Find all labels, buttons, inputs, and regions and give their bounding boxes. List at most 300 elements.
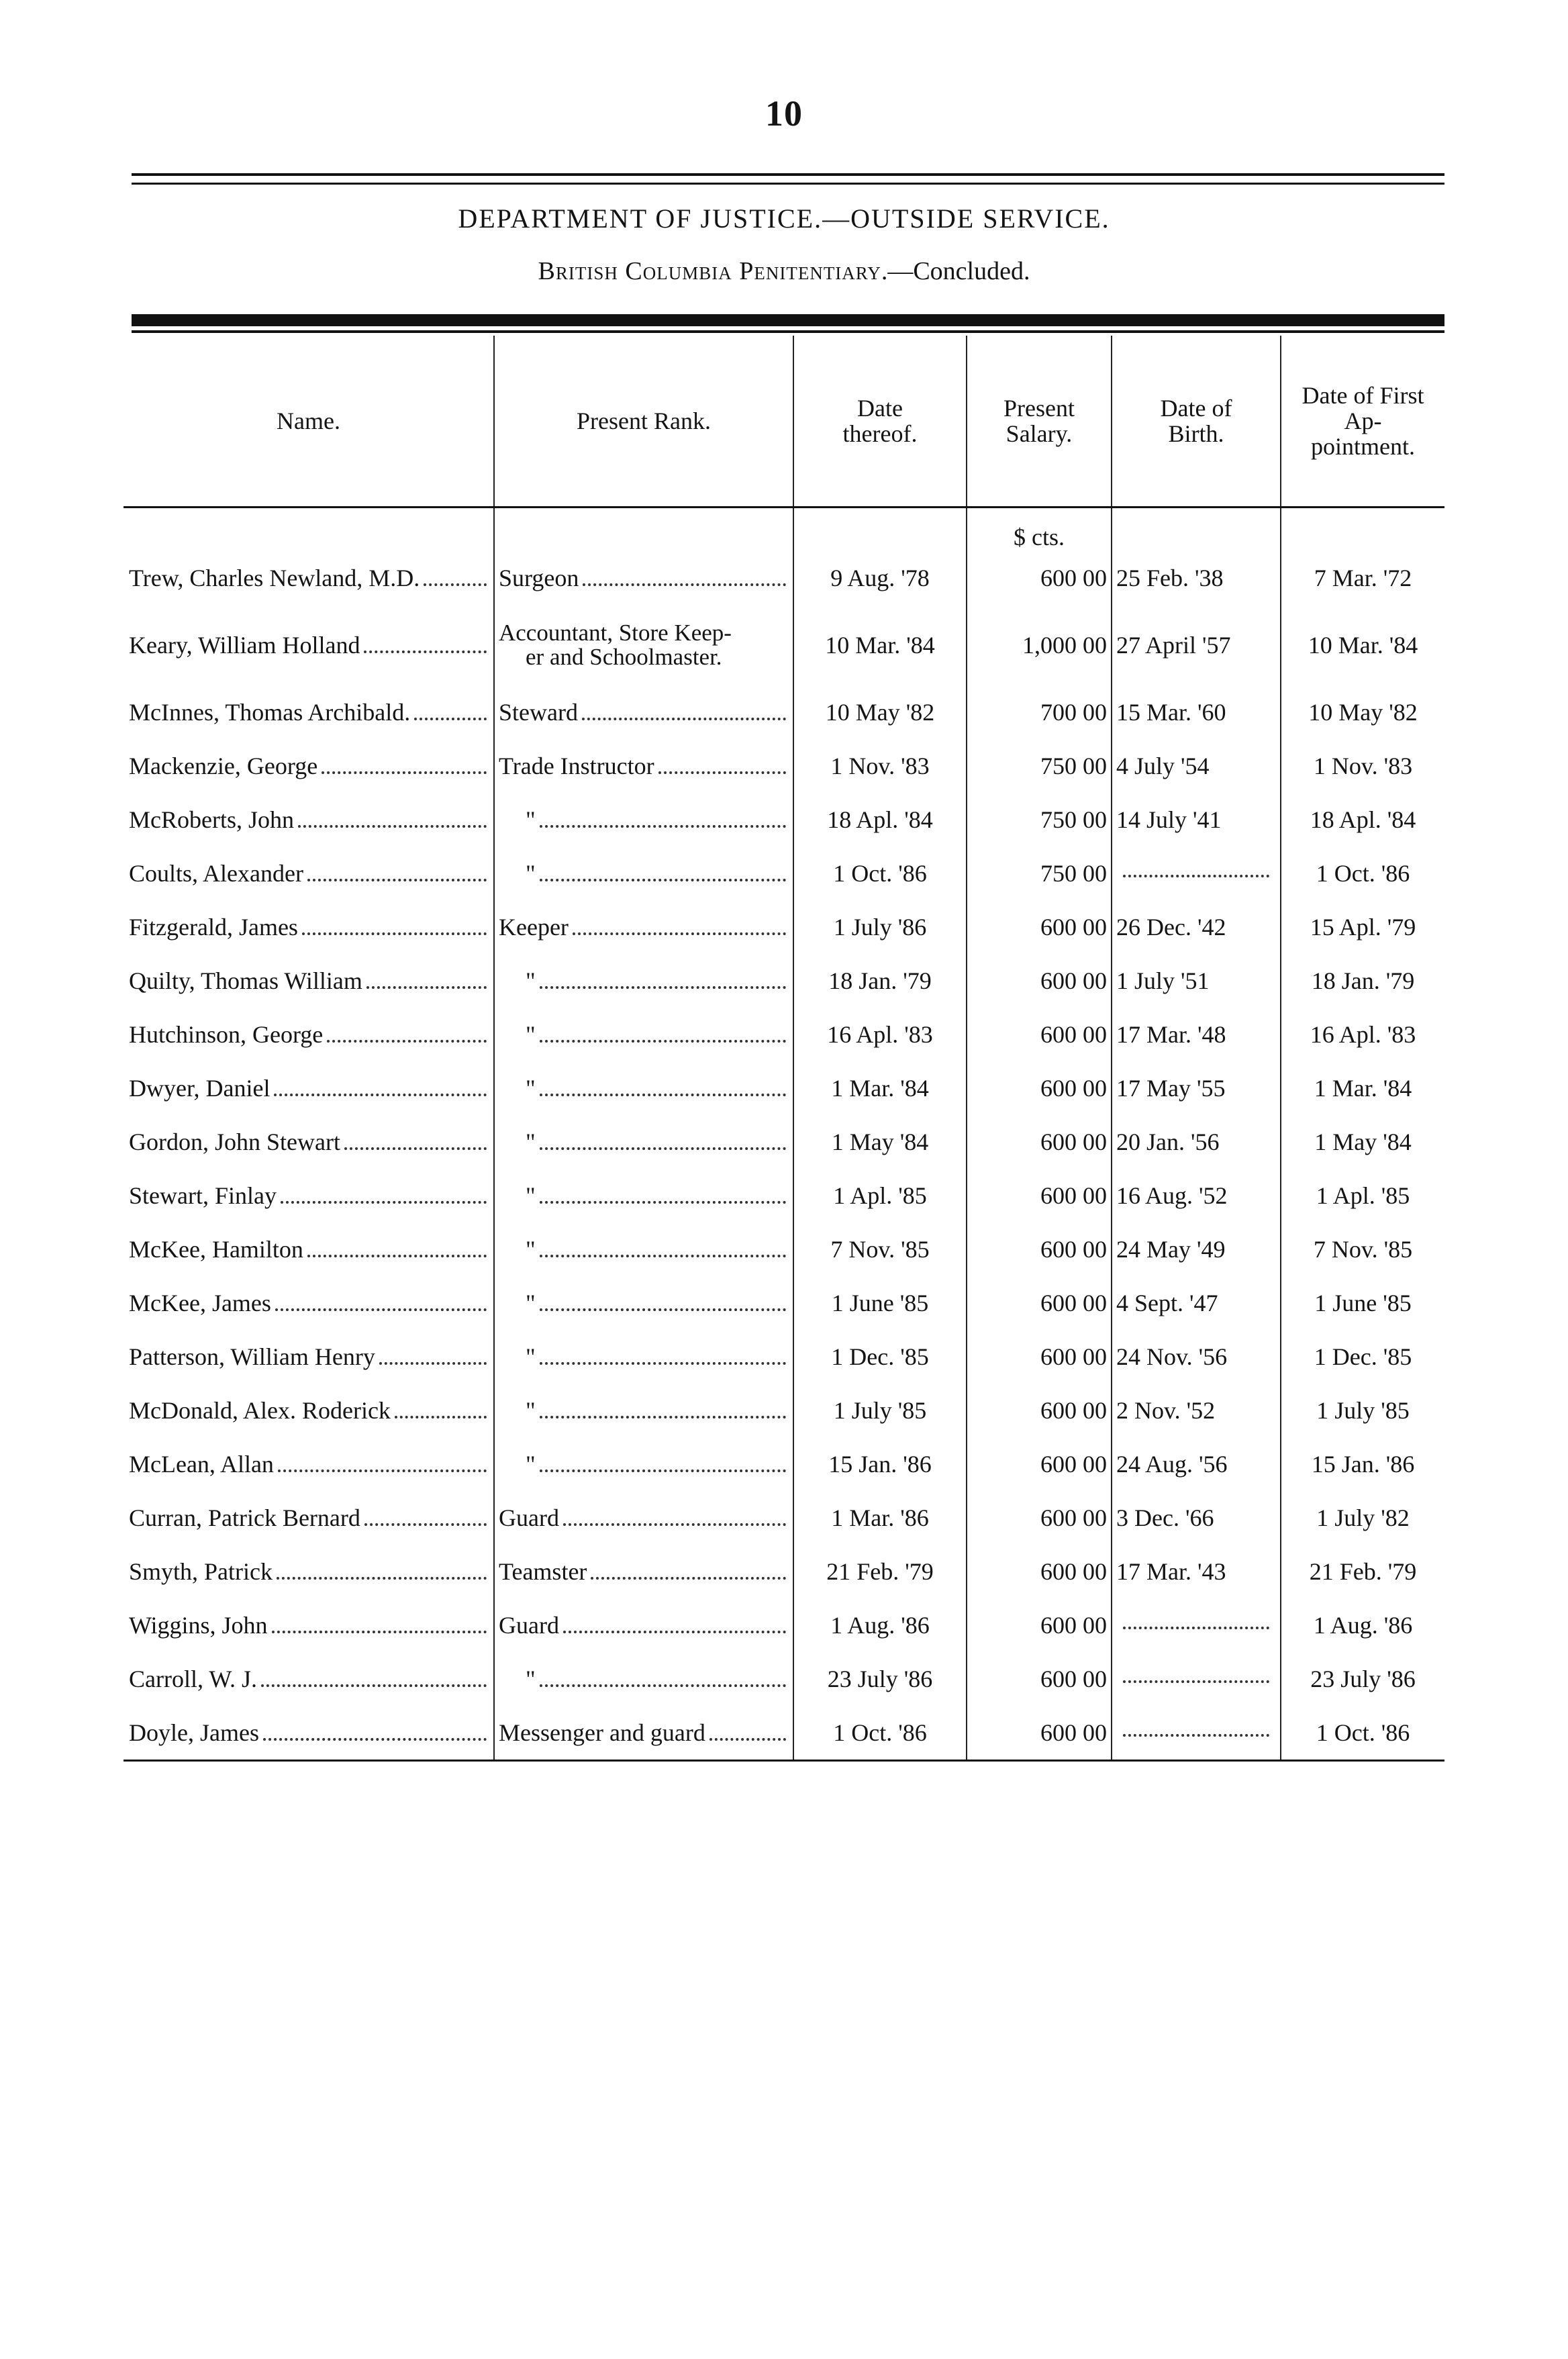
dot-leader — [364, 1523, 487, 1526]
cell-birth — [1112, 847, 1281, 900]
cell-rank — [494, 551, 793, 605]
table-row — [124, 1115, 1444, 1169]
dot-leader — [395, 1416, 487, 1418]
employee-name-wrap — [129, 1182, 489, 1210]
employee-name: McLean, Allan — [129, 1451, 274, 1478]
table-row — [124, 1706, 1444, 1761]
dot-leader — [709, 1738, 786, 1741]
present-rank-wrap — [499, 859, 789, 887]
dot-leader — [658, 771, 786, 774]
employee-name: Hutchinson, George — [129, 1021, 324, 1048]
cell-date-thereof: 1 Dec. '85 — [793, 1330, 967, 1384]
present-rank: " — [526, 806, 536, 833]
cell-rank — [494, 1437, 793, 1491]
cell-date-thereof: 1 Apl. '85 — [793, 1169, 967, 1222]
cell-rank — [494, 1061, 793, 1115]
header-date-thereof — [793, 336, 967, 508]
dot-leader — [540, 879, 786, 881]
present-rank: Trade Instructor — [499, 753, 654, 779]
table-row — [124, 847, 1444, 900]
employee-name-wrap — [129, 1235, 489, 1263]
employee-name-wrap — [129, 1719, 489, 1747]
employee-name: Mackenzie, George — [129, 753, 318, 779]
cell-first-appointment: 1 July '82 — [1281, 1491, 1444, 1545]
dot-leader — [366, 986, 487, 989]
cell-name — [124, 793, 494, 847]
cell-first-appointment: 15 Jan. '86 — [1281, 1437, 1444, 1491]
employee-name: Fitzgerald, James — [129, 914, 298, 941]
cell-birth: 17 Mar. '48 — [1112, 1008, 1281, 1061]
cell-date-thereof: 10 Mar. '84 — [793, 605, 967, 685]
cell-rank — [494, 1598, 793, 1652]
present-rank: Guard — [499, 1612, 559, 1639]
cell-salary: 750 00 — [967, 739, 1112, 793]
cell-rank — [494, 954, 793, 1008]
present-rank-wrap — [499, 1504, 789, 1532]
empty-birth-dots — [1123, 1610, 1269, 1629]
cell-first-appointment: 23 July '86 — [1281, 1652, 1444, 1706]
cell-birth: 27 April '57 — [1112, 605, 1281, 685]
cell-date-thereof: 1 July '85 — [793, 1384, 967, 1437]
dot-leader — [540, 1201, 786, 1204]
dot-leader — [563, 1523, 786, 1526]
present-rank: " — [526, 860, 536, 887]
employee-name: Trew, Charles Newland, M.D. — [129, 565, 420, 591]
table-row — [124, 1222, 1444, 1276]
cell-first-appointment: 1 July '85 — [1281, 1384, 1444, 1437]
cell-date-thereof: 1 Aug. '86 — [793, 1598, 967, 1652]
units-row — [124, 508, 1444, 552]
cell-date-thereof: 16 Apl. '83 — [793, 1008, 967, 1061]
present-rank-wrap — [499, 806, 789, 834]
employee-name-wrap — [129, 1289, 489, 1317]
dot-leader — [278, 1470, 487, 1472]
employee-name-wrap — [129, 1665, 489, 1693]
employee-name: Keary, William Holland — [129, 632, 360, 659]
present-rank-wrap — [499, 967, 789, 995]
dot-leader — [272, 1631, 487, 1633]
cell-first-appointment: 16 Apl. '83 — [1281, 1008, 1444, 1061]
cell-rank — [494, 739, 793, 793]
dot-leader — [274, 1094, 487, 1096]
cell-name — [124, 1330, 494, 1384]
cell-salary: 750 00 — [967, 847, 1112, 900]
cell-name — [124, 685, 494, 739]
present-rank: Keeper — [499, 914, 569, 941]
cell-birth: 2 Nov. '52 — [1112, 1384, 1281, 1437]
cell-birth: 4 July '54 — [1112, 739, 1281, 793]
present-rank-wrap — [499, 1182, 789, 1210]
employee-name: Smyth, Patrick — [129, 1558, 273, 1585]
cell-first-appointment: 1 Nov. '83 — [1281, 739, 1444, 793]
cell-first-appointment: 1 June '85 — [1281, 1276, 1444, 1330]
department-title: DEPARTMENT OF JUSTICE.—OUTSIDE SERVICE. — [458, 203, 1110, 234]
cell-date-thereof: 1 Mar. '84 — [793, 1061, 967, 1115]
cell-first-appointment: 7 Nov. '85 — [1281, 1222, 1444, 1276]
cell-salary: 600 00 — [967, 551, 1112, 605]
cell-salary: 600 00 — [967, 1652, 1112, 1706]
dot-leader — [327, 1040, 487, 1043]
cell-date-thereof: 23 July '86 — [793, 1652, 967, 1706]
header-first-appointment — [1281, 336, 1444, 508]
cell-date-thereof: 9 Aug. '78 — [793, 551, 967, 605]
cell-birth: 14 July '41 — [1112, 793, 1281, 847]
employee-name: McInnes, Thomas Archibald. — [129, 699, 411, 726]
dot-leader — [281, 1201, 487, 1204]
present-rank: " — [526, 1021, 536, 1048]
cell-name — [124, 1115, 494, 1169]
dot-leader — [573, 932, 786, 935]
table-row — [124, 1598, 1444, 1652]
employee-name: McKee, James — [129, 1290, 271, 1316]
cell-salary: 600 00 — [967, 1169, 1112, 1222]
cell-date-thereof: 1 Mar. '86 — [793, 1491, 967, 1545]
cell-rank — [494, 847, 793, 900]
empty-birth-dots — [1123, 859, 1269, 877]
cell-birth: 4 Sept. '47 — [1112, 1276, 1281, 1330]
cell-salary: 600 00 — [967, 1491, 1112, 1545]
employee-name: Curran, Patrick Bernard — [129, 1504, 360, 1531]
dot-leader — [540, 1470, 786, 1472]
cell-name — [124, 1061, 494, 1115]
present-rank-wrap — [499, 1289, 789, 1317]
cell-name — [124, 1276, 494, 1330]
cell-date-thereof: 1 June '85 — [793, 1276, 967, 1330]
cell-name — [124, 1008, 494, 1061]
cell-birth — [1112, 1598, 1281, 1652]
employee-name: Quilty, Thomas William — [129, 967, 362, 994]
cell-date-thereof: 7 Nov. '85 — [793, 1222, 967, 1276]
dot-leader — [540, 1040, 786, 1043]
cell-salary: 600 00 — [967, 1115, 1112, 1169]
present-rank-wrap — [499, 913, 789, 941]
dot-leader — [263, 1738, 487, 1741]
dot-leader — [307, 1255, 487, 1257]
present-rank-wrap — [499, 1235, 789, 1263]
cell-birth: 24 Nov. '56 — [1112, 1330, 1281, 1384]
dot-leader — [277, 1577, 487, 1580]
cell-birth: 26 Dec. '42 — [1112, 900, 1281, 954]
table-row — [124, 1652, 1444, 1706]
cell-birth: 25 Feb. '38 — [1112, 551, 1281, 605]
cell-first-appointment: 18 Jan. '79 — [1281, 954, 1444, 1008]
table-row — [124, 1491, 1444, 1545]
table-row — [124, 1437, 1444, 1491]
employee-name-wrap — [129, 1074, 489, 1102]
top-rule-thin — [132, 183, 1444, 185]
present-rank: Teamster — [499, 1558, 587, 1585]
present-rank: Steward — [499, 699, 578, 726]
present-rank: " — [526, 1451, 536, 1478]
cell-salary: 600 00 — [967, 1222, 1112, 1276]
cell-salary: 600 00 — [967, 954, 1112, 1008]
table-row — [124, 685, 1444, 739]
cell-name — [124, 1384, 494, 1437]
table-row — [124, 954, 1444, 1008]
present-rank-wrap — [499, 564, 789, 592]
dot-leader — [344, 1147, 487, 1150]
cell-name — [124, 1169, 494, 1222]
present-rank-wrap — [499, 1557, 789, 1586]
present-rank: " — [526, 1397, 536, 1424]
dot-leader — [540, 825, 786, 828]
present-rank: " — [526, 967, 536, 994]
cell-rank — [494, 900, 793, 954]
cell-first-appointment: 1 Oct. '86 — [1281, 847, 1444, 900]
present-rank: " — [526, 1290, 536, 1316]
header-name: Name. — [124, 336, 494, 508]
cell-salary: 600 00 — [967, 1276, 1112, 1330]
dot-leader — [540, 1416, 786, 1418]
cell-name — [124, 605, 494, 685]
dot-leader — [322, 771, 487, 774]
dot-leader — [424, 583, 487, 586]
cell-name — [124, 900, 494, 954]
cell-first-appointment: 1 Mar. '84 — [1281, 1061, 1444, 1115]
employee-name: McKee, Hamilton — [129, 1236, 303, 1263]
table-row — [124, 1276, 1444, 1330]
dot-leader — [540, 1255, 786, 1257]
staff-table — [124, 336, 1444, 1762]
header-rank: Present Rank. — [494, 336, 793, 508]
cell-name — [124, 1598, 494, 1652]
employee-name-wrap — [129, 1450, 489, 1478]
employee-name: Patterson, William Henry — [129, 1343, 375, 1370]
present-rank-wrap — [499, 1074, 789, 1102]
cell-name — [124, 1491, 494, 1545]
present-rank: " — [526, 1182, 536, 1209]
cell-salary: 700 00 — [967, 685, 1112, 739]
cell-rank — [494, 1222, 793, 1276]
cell-date-thereof: 1 July '86 — [793, 900, 967, 954]
cell-birth: 17 Mar. '43 — [1112, 1545, 1281, 1598]
salary-units: $ cts. — [967, 508, 1112, 552]
present-rank: Messenger and guard — [499, 1719, 705, 1746]
employee-name-wrap — [129, 1020, 489, 1049]
cell-first-appointment: 1 Apl. '85 — [1281, 1169, 1444, 1222]
dot-leader — [540, 1308, 786, 1311]
cell-first-appointment: 15 Apl. '79 — [1281, 900, 1444, 954]
cell-birth: 16 Aug. '52 — [1112, 1169, 1281, 1222]
rank-multi — [499, 621, 789, 669]
cell-first-appointment: 1 May '84 — [1281, 1115, 1444, 1169]
table-row — [124, 605, 1444, 685]
employee-name-wrap — [129, 967, 489, 995]
cell-name — [124, 551, 494, 605]
present-rank-wrap — [499, 752, 789, 780]
cell-first-appointment: 7 Mar. '72 — [1281, 551, 1444, 605]
present-rank: " — [526, 1236, 536, 1263]
dot-leader — [302, 932, 487, 935]
employee-name: Gordon, John Stewart — [129, 1128, 340, 1155]
units-cell-rank — [494, 508, 793, 552]
cell-rank — [494, 1384, 793, 1437]
subtitle-institution: British Columbia Penitentiary — [538, 257, 881, 285]
rank-line-2-wrap — [499, 645, 789, 669]
cell-salary: 600 00 — [967, 1598, 1112, 1652]
dot-leader — [307, 879, 487, 881]
employee-name-wrap — [129, 752, 489, 780]
present-rank: " — [526, 1128, 536, 1155]
employee-name-wrap — [129, 1504, 489, 1532]
employee-name: Coults, Alexander — [129, 860, 303, 887]
table-row — [124, 551, 1444, 605]
subtitle-concluded: .—Concluded. — [881, 257, 1030, 285]
employee-name: Carroll, W. J. — [129, 1666, 258, 1692]
present-rank-wrap — [499, 1343, 789, 1371]
cell-birth — [1112, 1652, 1281, 1706]
cell-name — [124, 739, 494, 793]
employee-name-wrap — [129, 913, 489, 941]
employee-name-wrap — [129, 806, 489, 834]
cell-birth: 17 May '55 — [1112, 1061, 1281, 1115]
cell-date-thereof: 1 Nov. '83 — [793, 739, 967, 793]
cell-date-thereof: 18 Jan. '79 — [793, 954, 967, 1008]
cell-date-thereof: 1 Oct. '86 — [793, 847, 967, 900]
table-row — [124, 793, 1444, 847]
cell-date-thereof: 1 Oct. '86 — [793, 1706, 967, 1761]
cell-first-appointment: 18 Apl. '84 — [1281, 793, 1444, 847]
dot-leader — [298, 825, 487, 828]
employee-name-wrap — [129, 859, 489, 887]
dot-leader — [563, 1631, 786, 1633]
header-birth — [1112, 336, 1281, 508]
cell-name — [124, 1222, 494, 1276]
cell-date-thereof: 21 Feb. '79 — [793, 1545, 967, 1598]
cell-salary: 750 00 — [967, 793, 1112, 847]
cell-first-appointment: 21 Feb. '79 — [1281, 1545, 1444, 1598]
cell-name — [124, 1545, 494, 1598]
present-rank-wrap — [499, 1665, 789, 1693]
present-rank-wrap — [499, 1450, 789, 1478]
dot-leader — [540, 1362, 786, 1365]
dot-leader — [591, 1577, 786, 1580]
table-row — [124, 1545, 1444, 1598]
dot-leader — [275, 1308, 487, 1311]
employee-name: Wiggins, John — [129, 1612, 268, 1639]
present-rank: " — [526, 1075, 536, 1102]
employee-name-wrap — [129, 698, 489, 726]
units-cell-date — [793, 508, 967, 552]
dot-leader — [261, 1684, 487, 1687]
cell-salary: 600 00 — [967, 1008, 1112, 1061]
units-cell-birth — [1112, 508, 1281, 552]
cell-rank — [494, 1330, 793, 1384]
section-subtitle — [0, 256, 1568, 286]
cell-rank — [494, 793, 793, 847]
cell-birth: 15 Mar. '60 — [1112, 685, 1281, 739]
cell-rank — [494, 605, 793, 685]
table-row — [124, 1169, 1444, 1222]
table-row — [124, 1061, 1444, 1115]
cell-birth: 24 May '49 — [1112, 1222, 1281, 1276]
cell-rank — [494, 1652, 793, 1706]
header-salary-text: Present Salary. — [1003, 395, 1075, 447]
dot-leader — [583, 583, 786, 586]
employee-name: Dwyer, Daniel — [129, 1075, 271, 1102]
cell-name — [124, 1652, 494, 1706]
dot-leader — [540, 986, 786, 989]
cell-salary: 600 00 — [967, 1061, 1112, 1115]
present-rank-wrap — [499, 1128, 789, 1156]
employee-name-wrap — [129, 1343, 489, 1371]
header-thick-rule — [132, 314, 1444, 326]
present-rank: Guard — [499, 1504, 559, 1531]
cell-date-thereof: 1 May '84 — [793, 1115, 967, 1169]
cell-name — [124, 1437, 494, 1491]
cell-name — [124, 954, 494, 1008]
present-rank-wrap — [499, 698, 789, 726]
present-rank: " — [526, 1343, 536, 1370]
cell-birth: 20 Jan. '56 — [1112, 1115, 1281, 1169]
cell-rank — [494, 1276, 793, 1330]
employee-name-wrap — [129, 1396, 489, 1425]
table-row — [124, 1384, 1444, 1437]
header-thin-rule — [132, 330, 1444, 333]
cell-rank — [494, 685, 793, 739]
units-cell-first — [1281, 508, 1444, 552]
cell-salary: 600 00 — [967, 1330, 1112, 1384]
employee-name-wrap — [129, 631, 489, 659]
cell-salary: 1,000 00 — [967, 605, 1112, 685]
table-row — [124, 900, 1444, 954]
rank-line-1: Accountant, Store Keep- — [499, 620, 732, 646]
dot-leader — [364, 651, 487, 653]
employee-name-wrap — [129, 1611, 489, 1639]
employee-name-wrap — [129, 1557, 489, 1586]
present-rank-wrap — [499, 1611, 789, 1639]
dot-leader — [379, 1362, 487, 1365]
cell-salary: 600 00 — [967, 1706, 1112, 1761]
cell-first-appointment: 1 Oct. '86 — [1281, 1706, 1444, 1761]
empty-birth-dots — [1123, 1664, 1269, 1683]
table-row — [124, 1330, 1444, 1384]
cell-date-thereof: 15 Jan. '86 — [793, 1437, 967, 1491]
employee-name: Stewart, Finlay — [129, 1182, 277, 1209]
header-date-thereof-text: Date thereof. — [842, 395, 918, 447]
dot-leader — [414, 718, 487, 720]
cell-salary: 600 00 — [967, 1545, 1112, 1598]
cell-rank — [494, 1008, 793, 1061]
cell-birth: 24 Aug. '56 — [1112, 1437, 1281, 1491]
dot-leader — [540, 1684, 786, 1687]
cell-name — [124, 1706, 494, 1761]
cell-birth: 3 Dec. '66 — [1112, 1491, 1281, 1545]
cell-rank — [494, 1115, 793, 1169]
page-number: 10 — [765, 93, 803, 134]
cell-rank — [494, 1491, 793, 1545]
cell-first-appointment: 10 May '82 — [1281, 685, 1444, 739]
cell-rank — [494, 1706, 793, 1761]
employee-name: Doyle, James — [129, 1719, 259, 1746]
present-rank: " — [526, 1666, 536, 1692]
present-rank-wrap — [499, 1719, 789, 1747]
units-cell-name — [124, 508, 494, 552]
cell-salary: 600 00 — [967, 1384, 1112, 1437]
cell-birth — [1112, 1706, 1281, 1761]
rank-line-2: er and Schoolmaster. — [526, 644, 722, 670]
cell-date-thereof: 18 Apl. '84 — [793, 793, 967, 847]
header-first-appointment-text: Date of First Ap-pointment. — [1302, 382, 1424, 460]
header-salary — [967, 336, 1112, 508]
present-rank-wrap — [499, 1396, 789, 1425]
cell-salary: 600 00 — [967, 1437, 1112, 1491]
table-row — [124, 1008, 1444, 1061]
cell-rank — [494, 1545, 793, 1598]
header-birth-text: Date of Birth. — [1160, 395, 1232, 447]
employee-name: McDonald, Alex. Roderick — [129, 1397, 391, 1424]
dot-leader — [582, 718, 786, 720]
